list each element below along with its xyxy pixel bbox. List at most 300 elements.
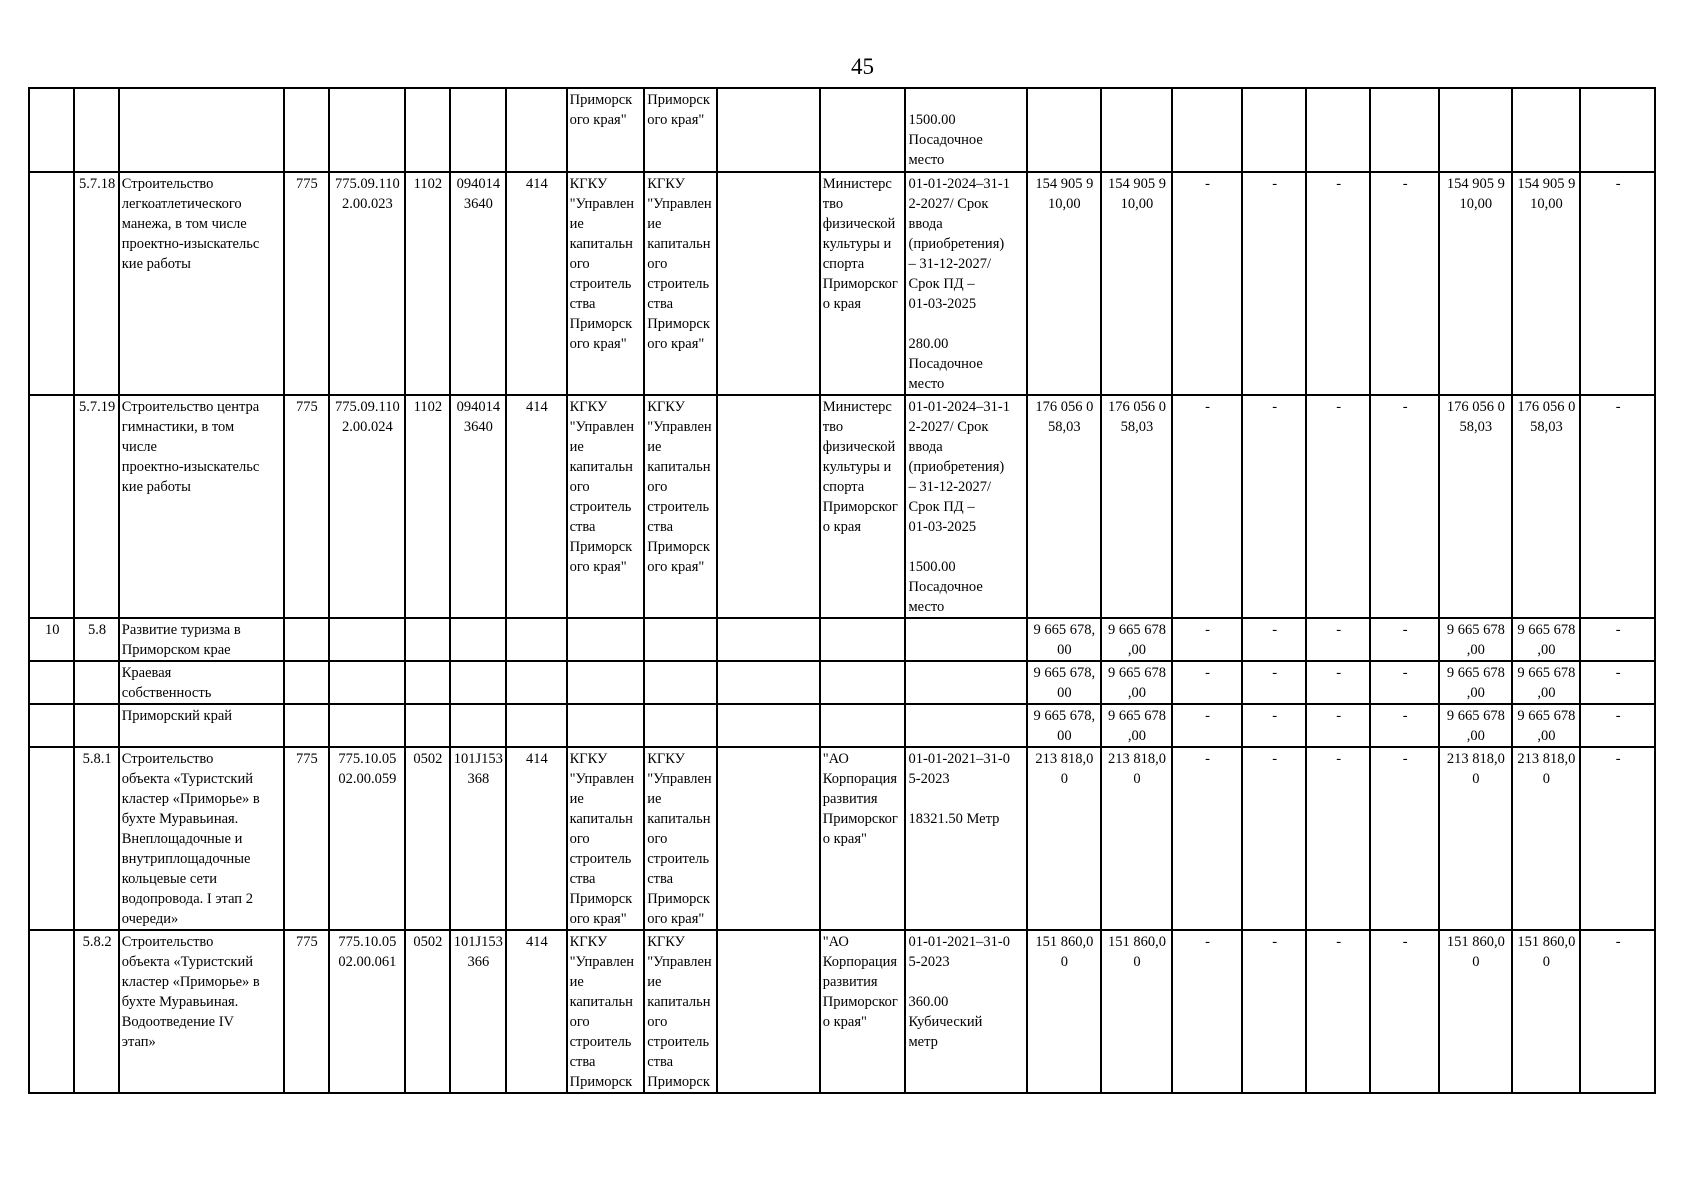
cell-amount-2024 (1101, 704, 1172, 747)
cell-amount-federal (1580, 172, 1655, 395)
amount-2026-text: - (1272, 176, 1278, 192)
cell-target-article-code (329, 930, 406, 1093)
cell-amount-2025 (1172, 930, 1243, 1093)
amount-federal-text: - (1615, 622, 1621, 638)
csr-code-text: 101J153 368 (453, 751, 503, 787)
cell-empty-cell (717, 395, 820, 618)
amount-total-text: 154 905 9 10,00 (1035, 176, 1094, 212)
cell-amount-other (1370, 661, 1439, 704)
cell-amount-2024 (1101, 930, 1172, 1093)
cell-expense-type (506, 930, 567, 1093)
customer-text: КГКУ "Управлен ие капитальн ого строитель ства Приморск ого края" (569, 176, 635, 352)
cell-target-article-code (329, 172, 406, 395)
cell-responsible-org (820, 172, 906, 395)
amount-total-text: 151 860,0 0 (1035, 934, 1094, 970)
cell-amount-federal (1580, 395, 1655, 618)
cell-amount-2026 (1242, 88, 1306, 172)
csr-code-text: 101J153 366 (453, 934, 503, 970)
cell-target-article-code (329, 395, 406, 618)
cell-csr-code (450, 172, 506, 395)
cell-amount-regional-2024 (1512, 747, 1581, 930)
cell-amount-2026 (1242, 395, 1306, 618)
grbs-code-text: 775 (296, 934, 318, 950)
table-row (29, 88, 1655, 172)
amount-2026-text: - (1272, 399, 1278, 415)
cell-deadline-capacity (905, 618, 1026, 661)
cell-amount-other (1370, 618, 1439, 661)
cell-section-code (405, 172, 449, 395)
amount-federal-text: - (1615, 176, 1621, 192)
amount-2025-text: - (1205, 399, 1210, 415)
amount-regional-text: 176 056 0 58,03 (1446, 399, 1505, 435)
deadline-capacity-text: 01-01-2024–31-1 2-2027/ Срок ввода (приобретения) – 31-12-2027/ Срок ПД – 01-03-2025 280.00 Посадочное место (908, 176, 1010, 392)
developer-text: КГКУ "Управлен ие капитальн ого строитель ства Приморск ого края" (647, 399, 712, 575)
cell-empty-cell (717, 88, 820, 172)
cell-amount-2027 (1306, 704, 1371, 747)
cell-customer (567, 930, 645, 1093)
cell-amount-2024 (1101, 88, 1172, 172)
amount-regional-text: 213 818,0 0 (1446, 751, 1505, 787)
item-code-text: 5.8.2 (82, 934, 112, 950)
amount-regional-2024-text: 9 665 678 ,00 (1517, 665, 1576, 701)
cell-customer (567, 661, 645, 704)
cell-section-code (405, 747, 449, 930)
cell-row-number (29, 172, 74, 395)
section-code-text: 0502 (413, 934, 443, 950)
cell-amount-total (1027, 395, 1102, 618)
cell-grbs-code (284, 661, 328, 704)
cell-grbs-code (284, 395, 328, 618)
cell-amount-total (1027, 88, 1102, 172)
row-number-text: 10 (44, 622, 60, 638)
cell-amount-total (1027, 747, 1102, 930)
amount-2025-text: - (1205, 665, 1210, 681)
cell-grbs-code (284, 704, 328, 747)
amount-2027-text: - (1336, 399, 1342, 415)
amount-2026-text: - (1272, 622, 1278, 638)
cell-amount-2027 (1306, 88, 1371, 172)
amount-2026-text: - (1272, 934, 1278, 950)
amount-total-text: 9 665 678, 00 (1033, 665, 1096, 701)
expense-type-text: 414 (525, 751, 548, 767)
section-code-text: 0502 (413, 751, 443, 767)
cell-amount-regional (1439, 395, 1512, 618)
cell-deadline-capacity (905, 661, 1026, 704)
cell-section-code (405, 618, 449, 661)
cell-object-name (119, 172, 284, 395)
cell-responsible-org (820, 930, 906, 1093)
cell-amount-2024 (1101, 661, 1172, 704)
cell-amount-regional (1439, 88, 1512, 172)
cell-amount-2025 (1172, 395, 1243, 618)
cell-section-code (405, 930, 449, 1093)
cell-object-name (119, 747, 284, 930)
amount-2025-text: - (1205, 708, 1210, 724)
cell-object-name (119, 618, 284, 661)
object-name-text: Строительство легкоатлетического манежа, в том числе проектно-изыскательс кие работы (121, 176, 260, 272)
cell-empty-cell (717, 172, 820, 395)
cell-grbs-code (284, 747, 328, 930)
amount-2026-text: - (1272, 665, 1278, 681)
target-article-code-text: 775.09.110 2.00.023 (335, 176, 400, 212)
cell-amount-total (1027, 704, 1102, 747)
amount-2025-text: - (1205, 751, 1210, 767)
amount-regional-2024-text: 154 905 9 10,00 (1517, 176, 1576, 212)
object-name-text: Приморский край (121, 708, 233, 724)
amount-2026-text: - (1272, 751, 1278, 767)
cell-row-number (29, 88, 74, 172)
amount-2025-text: - (1205, 176, 1210, 192)
target-article-code-text: 775.10.05 02.00.059 (338, 751, 397, 787)
cell-grbs-code (284, 618, 328, 661)
item-code-text: 5.8.1 (82, 751, 112, 767)
amount-regional-text: 9 665 678 ,00 (1446, 708, 1505, 744)
amount-total-text: 176 056 0 58,03 (1035, 399, 1094, 435)
cell-amount-2025 (1172, 747, 1243, 930)
item-code-text: 5.8 (88, 622, 107, 638)
cell-target-article-code (329, 661, 406, 704)
cell-amount-total (1027, 930, 1102, 1093)
cell-csr-code (450, 395, 506, 618)
cell-object-name (119, 88, 284, 172)
cell-csr-code (450, 930, 506, 1093)
cell-csr-code (450, 88, 506, 172)
cell-expense-type (506, 704, 567, 747)
responsible-org-text: "АО Корпорация развития Приморског о края" (822, 751, 898, 847)
amount-2024-text: 9 665 678 ,00 (1107, 708, 1166, 744)
cell-row-number (29, 618, 74, 661)
cell-amount-2025 (1172, 88, 1243, 172)
cell-amount-2027 (1306, 747, 1371, 930)
amount-regional-text: 151 860,0 0 (1446, 934, 1505, 970)
cell-item-code (74, 747, 118, 930)
amount-regional-2024-text: 9 665 678 ,00 (1517, 622, 1576, 658)
cell-amount-regional (1439, 747, 1512, 930)
cell-amount-2025 (1172, 704, 1243, 747)
cell-grbs-code (284, 88, 328, 172)
amount-2024-text: 9 665 678 ,00 (1107, 665, 1166, 701)
cell-csr-code (450, 704, 506, 747)
customer-text: Приморск ого края" (569, 92, 633, 128)
cell-empty-cell (717, 618, 820, 661)
object-name-text: Развитие туризма в Приморском крае (121, 622, 241, 658)
cell-amount-regional-2024 (1512, 930, 1581, 1093)
cell-amount-2024 (1101, 747, 1172, 930)
cell-responsible-org (820, 618, 906, 661)
deadline-capacity-text: 1500.00 Посадочное место (908, 112, 983, 168)
amount-federal-text: - (1615, 708, 1621, 724)
amount-2024-text: 176 056 0 58,03 (1107, 399, 1166, 435)
cell-developer (644, 747, 717, 930)
cell-expense-type (506, 661, 567, 704)
cell-item-code (74, 930, 118, 1093)
cell-developer (644, 618, 717, 661)
cell-amount-2025 (1172, 618, 1243, 661)
developer-text: КГКУ "Управлен ие капитальн ого строитель ства Приморск (647, 934, 712, 1090)
amount-2024-text: 151 860,0 0 (1107, 934, 1166, 970)
table-row (29, 661, 1655, 704)
cell-expense-type (506, 395, 567, 618)
cell-amount-regional-2024 (1512, 88, 1581, 172)
cell-amount-federal (1580, 930, 1655, 1093)
cell-amount-other (1370, 88, 1439, 172)
deadline-capacity-text: 01-01-2021–31-0 5-2023 18321.50 Метр (908, 751, 1010, 827)
cell-deadline-capacity (905, 704, 1026, 747)
responsible-org-text: Министерс тво физической культуры и спорта Приморског о края (822, 176, 898, 312)
amount-other-text: - (1402, 665, 1408, 681)
cell-section-code (405, 704, 449, 747)
cell-amount-2027 (1306, 395, 1371, 618)
amount-2027-text: - (1336, 176, 1342, 192)
cell-developer (644, 88, 717, 172)
cell-amount-2025 (1172, 661, 1243, 704)
item-code-text: 5.7.19 (78, 399, 116, 415)
amount-2027-text: - (1336, 622, 1342, 638)
customer-text: КГКУ "Управлен ие капитальн ого строитель ства Приморск ого края" (569, 751, 635, 927)
cell-row-number (29, 930, 74, 1093)
section-code-text: 1102 (413, 399, 443, 415)
amount-regional-2024-text: 9 665 678 ,00 (1517, 708, 1576, 744)
cell-amount-regional (1439, 661, 1512, 704)
cell-csr-code (450, 747, 506, 930)
cell-customer (567, 172, 645, 395)
cell-amount-2024 (1101, 172, 1172, 395)
cell-row-number (29, 704, 74, 747)
cell-expense-type (506, 618, 567, 661)
amount-2026-text: - (1272, 708, 1278, 724)
amount-2024-text: 213 818,0 0 (1107, 751, 1166, 787)
cell-amount-regional (1439, 704, 1512, 747)
cell-amount-2024 (1101, 395, 1172, 618)
grbs-code-text: 775 (296, 751, 318, 767)
amount-2027-text: - (1336, 665, 1342, 681)
deadline-capacity-text: 01-01-2021–31-0 5-2023 360.00 Кубический метр (908, 934, 1010, 1050)
amount-other-text: - (1402, 751, 1408, 767)
cell-object-name (119, 930, 284, 1093)
cell-amount-other (1370, 747, 1439, 930)
cell-amount-total (1027, 661, 1102, 704)
cell-customer (567, 618, 645, 661)
cell-customer (567, 747, 645, 930)
cell-amount-2027 (1306, 618, 1371, 661)
cell-object-name (119, 704, 284, 747)
cell-customer (567, 88, 645, 172)
responsible-org-text: "АО Корпорация развития Приморског о края" (822, 934, 898, 1030)
developer-text: КГКУ "Управлен ие капитальн ого строитель ства Приморск ого края" (647, 176, 712, 352)
cell-empty-cell (717, 661, 820, 704)
cell-amount-2024 (1101, 618, 1172, 661)
amount-2024-text: 154 905 9 10,00 (1107, 176, 1166, 212)
cell-target-article-code (329, 747, 406, 930)
cell-amount-federal (1580, 618, 1655, 661)
item-code-text: 5.7.18 (78, 176, 116, 192)
cell-amount-2026 (1242, 930, 1306, 1093)
cell-deadline-capacity (905, 930, 1026, 1093)
object-name-text: Строительство объекта «Туристский кластер «Приморье» в бухте Муравьиная. Внеплощадочные и внутриплощадочные кольцевые сети водопровода. I этап 2 очереди» (121, 751, 260, 927)
amount-federal-text: - (1615, 934, 1621, 950)
cell-object-name (119, 661, 284, 704)
cell-empty-cell (717, 747, 820, 930)
cell-csr-code (450, 661, 506, 704)
expense-type-text: 414 (525, 176, 548, 192)
csr-code-text: 094014 3640 (456, 399, 501, 435)
table-row (29, 172, 1655, 395)
cell-item-code (74, 704, 118, 747)
cell-expense-type (506, 88, 567, 172)
amount-other-text: - (1402, 708, 1408, 724)
amount-2027-text: - (1336, 708, 1342, 724)
cell-amount-regional (1439, 172, 1512, 395)
cell-amount-other (1370, 395, 1439, 618)
cell-target-article-code (329, 618, 406, 661)
cell-expense-type (506, 747, 567, 930)
amount-2027-text: - (1336, 751, 1342, 767)
cell-empty-cell (717, 930, 820, 1093)
cell-deadline-capacity (905, 395, 1026, 618)
cell-amount-regional-2024 (1512, 704, 1581, 747)
expense-type-text: 414 (525, 399, 548, 415)
cell-customer (567, 704, 645, 747)
cell-amount-federal (1580, 747, 1655, 930)
cell-amount-federal (1580, 88, 1655, 172)
cell-csr-code (450, 618, 506, 661)
cell-deadline-capacity (905, 747, 1026, 930)
cell-target-article-code (329, 88, 406, 172)
cell-empty-cell (717, 704, 820, 747)
page-number: 45 (851, 54, 874, 79)
cell-amount-2026 (1242, 704, 1306, 747)
cell-amount-regional (1439, 618, 1512, 661)
cell-item-code (74, 661, 118, 704)
table-row (29, 930, 1655, 1093)
section-code-text: 1102 (413, 176, 443, 192)
responsible-org-text: Министерс тво физической культуры и спорта Приморског о края (822, 399, 898, 535)
grbs-code-text: 775 (296, 399, 318, 415)
cell-responsible-org (820, 704, 906, 747)
cell-amount-2025 (1172, 172, 1243, 395)
table-row (29, 395, 1655, 618)
cell-responsible-org (820, 395, 906, 618)
cell-amount-regional-2024 (1512, 172, 1581, 395)
amount-regional-2024-text: 213 818,0 0 (1517, 751, 1576, 787)
table-row (29, 747, 1655, 930)
cell-developer (644, 661, 717, 704)
cell-amount-other (1370, 930, 1439, 1093)
amount-other-text: - (1402, 399, 1408, 415)
amount-other-text: - (1402, 622, 1408, 638)
amount-total-text: 9 665 678, 00 (1033, 622, 1096, 658)
cell-amount-total (1027, 172, 1102, 395)
table-row (29, 704, 1655, 747)
cell-customer (567, 395, 645, 618)
amount-other-text: - (1402, 176, 1408, 192)
cell-expense-type (506, 172, 567, 395)
cell-developer (644, 172, 717, 395)
amount-other-text: - (1402, 934, 1408, 950)
amount-federal-text: - (1615, 399, 1621, 415)
objects-table (28, 87, 1656, 1094)
developer-text: КГКУ "Управлен ие капитальн ого строитель ства Приморск ого края" (647, 751, 712, 927)
cell-amount-2027 (1306, 661, 1371, 704)
object-name-text: Краевая собственность (121, 665, 212, 701)
cell-amount-2026 (1242, 747, 1306, 930)
cell-amount-2026 (1242, 661, 1306, 704)
amount-federal-text: - (1615, 751, 1621, 767)
object-name-text: Строительство центра гимнастики, в том числе проектно-изыскательс кие работы (121, 399, 260, 495)
cell-deadline-capacity (905, 88, 1026, 172)
amount-federal-text: - (1615, 665, 1621, 681)
cell-amount-2026 (1242, 618, 1306, 661)
expense-type-text: 414 (525, 934, 548, 950)
grbs-code-text: 775 (296, 176, 318, 192)
deadline-capacity-text: 01-01-2024–31-1 2-2027/ Срок ввода (приобретения) – 31-12-2027/ Срок ПД – 01-03-2025 1500.00 Посадочное место (908, 399, 1010, 615)
developer-text: Приморск ого края" (647, 92, 710, 128)
cell-responsible-org (820, 661, 906, 704)
amount-total-text: 9 665 678, 00 (1033, 708, 1096, 744)
cell-amount-federal (1580, 704, 1655, 747)
customer-text: КГКУ "Управлен ие капитальн ого строитель ства Приморск ого края" (569, 399, 635, 575)
cell-object-name (119, 395, 284, 618)
cell-amount-2027 (1306, 172, 1371, 395)
amount-2025-text: - (1205, 934, 1210, 950)
amount-regional-2024-text: 151 860,0 0 (1517, 934, 1576, 970)
cell-item-code (74, 618, 118, 661)
cell-amount-other (1370, 172, 1439, 395)
amount-regional-text: 9 665 678 ,00 (1446, 665, 1505, 701)
cell-grbs-code (284, 172, 328, 395)
customer-text: КГКУ "Управлен ие капитальн ого строитель ства Приморск (569, 934, 635, 1090)
cell-responsible-org (820, 88, 906, 172)
object-name-text: Строительство объекта «Туристский кластер «Приморье» в бухте Муравьиная. Водоотведение IV этап» (121, 934, 260, 1050)
cell-amount-2027 (1306, 930, 1371, 1093)
amount-regional-2024-text: 176 056 0 58,03 (1517, 399, 1576, 435)
cell-amount-regional (1439, 930, 1512, 1093)
cell-item-code (74, 395, 118, 618)
cell-amount-regional-2024 (1512, 395, 1581, 618)
amount-2024-text: 9 665 678 ,00 (1107, 622, 1166, 658)
amount-regional-text: 154 905 9 10,00 (1446, 176, 1505, 212)
amount-2027-text: - (1336, 934, 1342, 950)
cell-amount-2026 (1242, 172, 1306, 395)
cell-row-number (29, 395, 74, 618)
cell-developer (644, 704, 717, 747)
cell-developer (644, 395, 717, 618)
amount-total-text: 213 818,0 0 (1035, 751, 1094, 787)
target-article-code-text: 775.10.05 02.00.061 (338, 934, 397, 970)
amount-regional-text: 9 665 678 ,00 (1446, 622, 1505, 658)
cell-target-article-code (329, 704, 406, 747)
cell-row-number (29, 661, 74, 704)
csr-code-text: 094014 3640 (456, 176, 501, 212)
cell-amount-other (1370, 704, 1439, 747)
cell-deadline-capacity (905, 172, 1026, 395)
cell-amount-regional-2024 (1512, 618, 1581, 661)
cell-section-code (405, 661, 449, 704)
target-article-code-text: 775.09.110 2.00.024 (335, 399, 400, 435)
cell-item-code (74, 88, 118, 172)
cell-amount-regional-2024 (1512, 661, 1581, 704)
table-row (29, 618, 1655, 661)
cell-grbs-code (284, 930, 328, 1093)
cell-amount-federal (1580, 661, 1655, 704)
cell-section-code (405, 395, 449, 618)
cell-item-code (74, 172, 118, 395)
cell-amount-total (1027, 618, 1102, 661)
cell-developer (644, 930, 717, 1093)
cell-section-code (405, 88, 449, 172)
amount-2025-text: - (1205, 622, 1210, 638)
cell-responsible-org (820, 747, 906, 930)
